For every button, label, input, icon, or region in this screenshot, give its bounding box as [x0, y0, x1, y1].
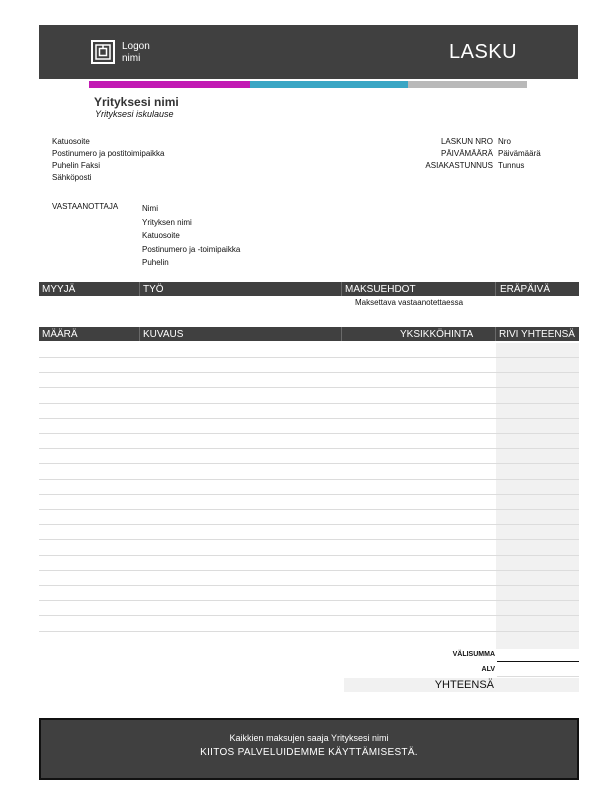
table-row: [39, 463, 579, 464]
table-row: [39, 585, 579, 586]
terms-table-row: [39, 296, 579, 310]
table-row: [39, 479, 579, 480]
table-row: [39, 631, 579, 632]
invoice-number-label: LASKUN NRO: [440, 137, 493, 146]
invoice-info: [383, 136, 563, 172]
stripe-cyan: [250, 81, 408, 88]
invoice-header: [39, 25, 578, 79]
line-total-header: RIVI YHTEENSÄ: [499, 329, 575, 340]
recipient-phone: Puhelin: [142, 258, 169, 267]
company-name: Yrityksesi nimi: [94, 95, 179, 109]
invoice-date-label: PÄIVÄMÄÄRÄ: [440, 149, 493, 158]
company-address: [52, 136, 252, 184]
customer-id-label: ASIAKASTUNNUS: [425, 161, 493, 170]
invoice-date-value: Päivämäärä: [498, 149, 541, 158]
table-row: [39, 555, 579, 556]
recipient-label: VASTAANOTTAJA: [52, 202, 119, 211]
description-header: KUVAUS: [143, 329, 184, 340]
unit-price-header: YKSIKKÖHINTA: [400, 329, 474, 340]
recipient-company: Yrityksen nimi: [142, 217, 192, 227]
table-row: [39, 539, 579, 540]
payment-terms-header: MAKSUEHDOT: [345, 284, 416, 295]
column-divider: [495, 282, 496, 296]
address-postal: Postinumero ja postitoimipaikka: [52, 149, 165, 158]
customer-id-value: Tunnus: [498, 161, 525, 170]
line-total-column: [496, 343, 579, 649]
table-row: [39, 403, 579, 404]
vat-label: ALV: [481, 666, 495, 673]
table-row: [39, 433, 579, 434]
logo-name: [122, 41, 182, 65]
total-label: YHTEENSÄ: [434, 679, 494, 691]
items-table-header: [39, 327, 579, 341]
table-row: [39, 387, 579, 388]
address-street: Katuosoite: [52, 137, 90, 146]
invoice-date-row: [383, 148, 563, 160]
table-row: [39, 570, 579, 571]
terms-table-header: [39, 282, 579, 296]
work-header: TYÖ: [143, 284, 164, 295]
table-row: [39, 615, 579, 616]
invoice-footer: [39, 718, 579, 780]
company-slogan: Yrityksesi iskulause: [95, 109, 174, 119]
payment-recipient-text: Kaikkien maksujen saaja Yrityksesi nimi: [229, 733, 389, 743]
column-divider: [341, 282, 342, 296]
recipient-street: Katuosoite: [142, 231, 180, 240]
column-divider: [139, 327, 140, 341]
customer-id-row: [383, 160, 563, 172]
invoice-number-row: [383, 136, 563, 148]
total-row: [344, 678, 579, 692]
quantity-header: MÄÄRÄ: [42, 329, 78, 340]
table-row: [39, 509, 579, 510]
subtotal-label: VÄLISUMMA: [452, 651, 495, 658]
due-date-header: ERÄPÄIVÄ: [500, 284, 551, 295]
table-row: [39, 418, 579, 419]
logo-line-1: Logon: [122, 41, 150, 52]
column-divider: [495, 327, 496, 341]
table-row: [39, 372, 579, 373]
invoice-number-value: Nro: [498, 137, 511, 146]
stripe-gray: [408, 81, 527, 88]
address-phone-fax: Puhelin Faksi: [52, 161, 101, 170]
recipient-postal: Postinumero ja -toimipaikka: [142, 244, 241, 254]
subtotal-value-line: [497, 661, 579, 662]
table-row: [39, 494, 579, 495]
address-email: Sähköposti: [52, 173, 92, 182]
table-row: [39, 448, 579, 449]
table-row: [39, 357, 579, 358]
payment-terms-value: Maksettava vastaanotettaessa: [355, 298, 464, 307]
column-divider: [139, 282, 140, 296]
logo-icon: [91, 40, 115, 64]
logo-line-2: nimi: [122, 53, 141, 64]
vat-value-line: [497, 676, 579, 677]
recipient-name: Nimi: [142, 204, 158, 213]
stripe-magenta: [89, 81, 250, 88]
invoice-title: LASKU: [449, 41, 518, 63]
recipient-details: [142, 202, 342, 270]
table-row: [39, 524, 579, 525]
column-divider: [341, 327, 342, 341]
table-row: [39, 600, 579, 601]
seller-header: MYYJÄ: [42, 284, 76, 295]
thank-you-text: KIITOS PALVELUIDEMME KÄYTTÄMISESTÄ.: [200, 747, 418, 758]
